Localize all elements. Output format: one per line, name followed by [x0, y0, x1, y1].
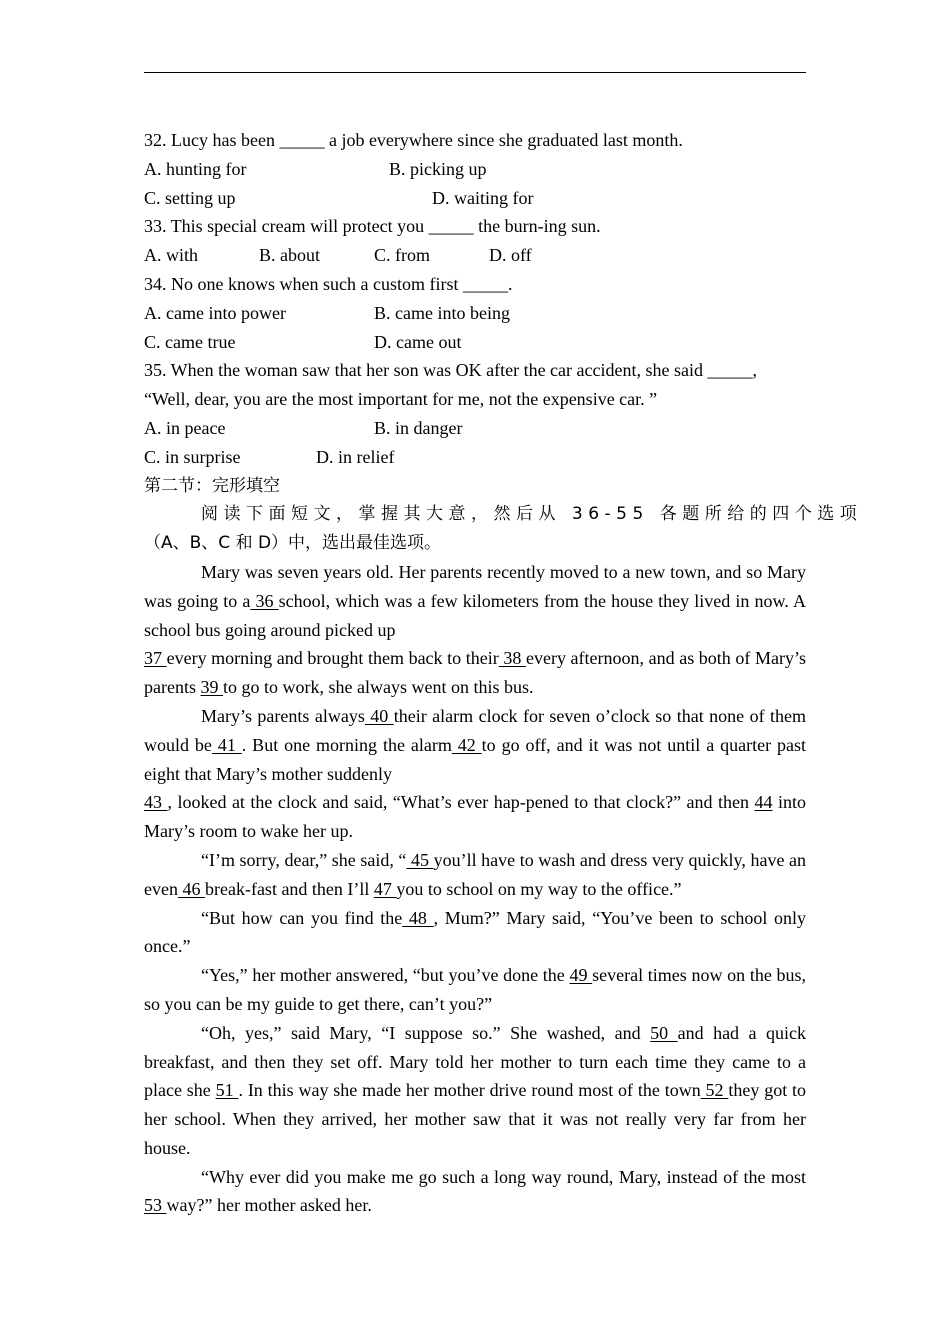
document-body — [144, 126, 863, 1220]
option-a: A. with — [144, 245, 198, 266]
option-d: D. waiting for — [432, 187, 534, 208]
passage-text: their alarm clock for seven o’clock so that none of them would be — [144, 705, 806, 755]
header-rule — [144, 72, 806, 73]
option-d: D. came out — [374, 331, 462, 352]
passage-text: to go to work, she always went on this bus. — [222, 677, 534, 698]
blank-51: 51 — [215, 1080, 239, 1101]
section-title: 第二节：完形填空 — [144, 475, 280, 496]
blank-41: 41 — [211, 734, 242, 755]
passage-text: Mary was seven years old. Her parents recently moved to a new town, and so Mary was going to a — [144, 561, 806, 611]
blank-46: 46 — [177, 878, 205, 899]
passage-text: “Oh, yes,” said Mary, “I suppose so.” She washed, and — [201, 1022, 651, 1043]
passage-text: break-fast and then I’ll — [204, 878, 374, 899]
passage-text: “I’m sorry, dear,” she said, “ — [201, 849, 407, 870]
question-34-options-row-2 — [144, 328, 806, 357]
passage-paragraph-3 — [144, 846, 806, 904]
question-35-options-row-2 — [144, 443, 806, 472]
passage-text: every afternoon, and as both of Mary’s parents — [144, 648, 807, 698]
passage-paragraph-6 — [144, 1019, 806, 1163]
question-33-options — [144, 241, 806, 270]
question-34-stem: 34. No one knows when such a custom first _____. — [144, 273, 513, 294]
passage-text: and had a quick breakfast, and then they set off. Mary told her mother to turn each time they came to a place she — [144, 1022, 807, 1101]
passage-text: “But how can you find the — [201, 907, 403, 928]
passage-text: school, which was a few kilometers from the house they lived in now. A school bus going around picked up — [144, 590, 807, 640]
blank-44: 44 — [754, 792, 773, 813]
question-33-stem: 33. This special cream will protect you _____ the burn-ing sun. — [144, 216, 601, 237]
passage-paragraph-4 — [144, 904, 806, 962]
blank-49: 49 — [569, 965, 593, 986]
passage-text: , looked at the clock and said, “What’s ever hap-pened to that clock?” and then — [167, 792, 755, 813]
question-32-options-row-2 — [144, 184, 806, 213]
blank-53: 53 — [144, 1195, 167, 1216]
option-a: A. came into power — [144, 302, 286, 323]
option-b: B. picking up — [389, 158, 487, 179]
option-d: D. in relief — [316, 446, 395, 467]
section-instruction: 阅读下面短文，掌握其大意，然后从 36-55 各题所给的四个选项 — [201, 504, 863, 525]
option-c: C. came true — [144, 331, 236, 352]
passage-text: , Mum?” Mary said, “You’ve been to school only once.” — [144, 907, 806, 957]
passage-text: . In this way she made her mother drive round most of the town — [238, 1080, 701, 1101]
passage-text: Mary’s parents always — [201, 705, 365, 726]
blank-50: 50 — [650, 1022, 678, 1043]
option-a: A. in peace — [144, 417, 226, 438]
passage-text: to go off, and it was not until a quarter past eight that Mary’s mother suddenly — [144, 734, 806, 784]
blank-52: 52 — [700, 1080, 729, 1101]
blank-40: 40 — [364, 705, 394, 726]
option-c: C. setting up — [144, 187, 236, 208]
passage-text: you to school on my way to the office.” — [396, 878, 682, 899]
section-instruction-continued: （A、B、C 和 D）中，选出最佳选项。 — [144, 533, 442, 554]
passage-text: . But one morning the alarm — [241, 734, 452, 755]
blank-43: 43 — [144, 792, 168, 813]
option-b: B. came into being — [374, 302, 510, 323]
blank-36: 36 — [250, 590, 279, 611]
question-35-stem: 35. When the woman saw that her son was OK after the car accident, she said _____, — [144, 360, 757, 381]
passage-paragraph-5 — [144, 961, 806, 1019]
option-c: C. in surprise — [144, 446, 241, 467]
question-35-options-row-1 — [144, 414, 806, 443]
blank-48: 48 — [402, 907, 434, 928]
passage-text: you’ll have to wash and dress very quickly, have an even — [144, 849, 806, 899]
passage-text: “Why ever did you make me go such a long way round, Mary, instead of the most — [201, 1166, 806, 1187]
option-d: D. off — [489, 245, 532, 266]
option-a: A. hunting for — [144, 158, 247, 179]
blank-39: 39 — [200, 677, 223, 698]
passage-paragraph-2 — [144, 702, 806, 846]
passage-paragraph-1 — [144, 558, 806, 702]
passage-text: into Mary’s room to wake her up. — [144, 792, 806, 842]
blank-47: 47 — [373, 878, 397, 899]
question-35-stem-continued: “Well, dear, you are the most important for me, not the expensive car. ” — [144, 389, 658, 410]
blank-37: 37 — [144, 648, 167, 669]
option-c: C. from — [374, 245, 430, 266]
option-b: B. about — [259, 245, 320, 266]
passage-text: “Yes,” her mother answered, “but you’ve done the — [201, 965, 570, 986]
blank-45: 45 — [406, 849, 434, 870]
question-32-options-row-1 — [144, 155, 806, 184]
passage-paragraph-7 — [144, 1163, 806, 1221]
option-b: B. in danger — [374, 417, 463, 438]
passage-text: every morning and brought them back to their — [166, 648, 499, 669]
question-32-stem: 32. Lucy has been _____ a job everywhere since she graduated last month. — [144, 130, 683, 150]
blank-38: 38 — [498, 648, 526, 669]
question-34-options-row-1 — [144, 299, 806, 328]
blank-42: 42 — [451, 734, 482, 755]
passage-text: they got to her school. When they arrived, her mother saw that it was not really very far from her house. — [144, 1080, 807, 1158]
passage-text: way?” her mother asked her. — [166, 1195, 372, 1216]
passage-text: several times now on the bus, so you can be my guide to get there, can’t you?” — [144, 965, 806, 1014]
